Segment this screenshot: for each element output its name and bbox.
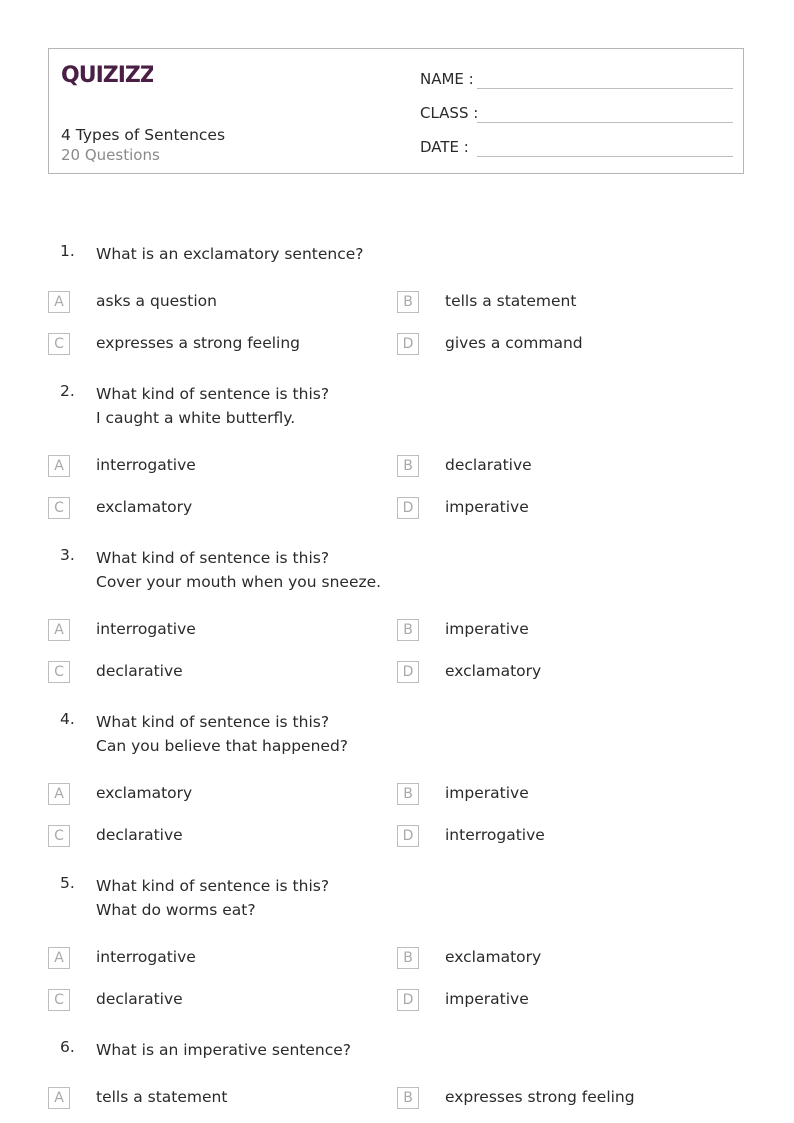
question-text (96, 1038, 351, 1062)
answer-option-a[interactable] (48, 947, 388, 971)
answer-option-b[interactable] (397, 947, 737, 971)
answer-option-d[interactable] (397, 497, 737, 521)
answer-option-b[interactable] (397, 1087, 737, 1111)
answer-option-c[interactable] (48, 989, 388, 1013)
option-letter-box[interactable]: C (48, 989, 70, 1011)
answer-option-a[interactable] (48, 291, 388, 315)
answer-option-d[interactable] (397, 989, 737, 1013)
answer-option-d[interactable] (397, 661, 737, 685)
question-text (96, 710, 348, 758)
option-text: imperative (445, 784, 529, 802)
option-text: gives a command (445, 334, 583, 352)
option-text: exclamatory (445, 948, 542, 966)
class-label: CLASS : (420, 104, 479, 122)
date-label: DATE : (420, 138, 469, 156)
option-letter-box[interactable]: C (48, 497, 70, 519)
option-text: declarative (96, 662, 183, 680)
option-text: expresses a strong feeling (96, 334, 301, 352)
question-text (96, 874, 329, 922)
answer-option-b[interactable] (397, 291, 737, 315)
option-text: exclamatory (96, 498, 193, 516)
option-text: interrogative (96, 456, 196, 474)
option-letter-box[interactable]: A (48, 783, 70, 805)
option-letter-box[interactable]: A (48, 947, 70, 969)
option-letter-box[interactable]: C (48, 825, 70, 847)
question-prompt: What is an imperative sentence? (96, 1041, 352, 1059)
option-text: imperative (445, 498, 529, 516)
answer-option-a[interactable] (48, 1087, 388, 1111)
question-number: 3. (60, 546, 75, 564)
question-number: 1. (60, 242, 75, 260)
question-sentence: Cover your mouth when you sneeze. (96, 573, 382, 591)
question-prompt: What kind of sentence is this? (96, 549, 330, 567)
option-letter-box[interactable]: D (397, 333, 419, 355)
option-text: declarative (96, 990, 183, 1008)
answer-option-a[interactable] (48, 619, 388, 643)
worksheet-header (48, 48, 744, 174)
question-text (96, 242, 364, 266)
option-letter-box[interactable]: D (397, 989, 419, 1011)
option-letter-box[interactable]: A (48, 291, 70, 313)
option-text: declarative (96, 826, 183, 844)
option-letter-box[interactable]: B (397, 783, 419, 805)
option-letter-box[interactable]: B (397, 455, 419, 477)
option-text: imperative (445, 990, 529, 1008)
option-text: imperative (445, 620, 529, 638)
answer-option-c[interactable] (48, 333, 388, 357)
question-prompt: What is an exclamatory sentence? (96, 245, 364, 263)
question-sentence: I caught a white butterfly. (96, 409, 296, 427)
logo-mark (61, 60, 153, 88)
option-letter-box[interactable]: D (397, 497, 419, 519)
option-text: tells a statement (96, 1088, 228, 1106)
worksheet-title: 4 Types of Sentences (61, 126, 226, 144)
answer-option-d[interactable] (397, 825, 737, 849)
option-text: asks a question (96, 292, 217, 310)
question-number: 2. (60, 382, 75, 400)
question-text (96, 382, 329, 430)
option-letter-box[interactable]: B (397, 947, 419, 969)
answer-option-b[interactable] (397, 783, 737, 807)
question-prompt: What kind of sentence is this? (96, 877, 330, 895)
option-text: interrogative (445, 826, 545, 844)
option-text: exclamatory (96, 784, 193, 802)
option-letter-box[interactable]: B (397, 619, 419, 641)
question-prompt: What kind of sentence is this? (96, 713, 330, 731)
question-sentence: Can you believe that happened? (96, 737, 349, 755)
option-text: interrogative (96, 948, 196, 966)
option-letter-box[interactable]: B (397, 1087, 419, 1109)
question-number: 5. (60, 874, 75, 892)
class-line[interactable] (477, 122, 733, 123)
answer-option-b[interactable] (397, 619, 737, 643)
question-sentence: What do worms eat? (96, 901, 256, 919)
option-letter-box[interactable]: A (48, 1087, 70, 1109)
option-letter-box[interactable]: A (48, 455, 70, 477)
answer-option-a[interactable] (48, 783, 388, 807)
option-text: exclamatory (445, 662, 542, 680)
option-text: interrogative (96, 620, 196, 638)
option-text: declarative (445, 456, 532, 474)
question-count: 20 Questions (61, 146, 160, 164)
option-text: expresses strong feeling (445, 1088, 635, 1106)
option-letter-box[interactable]: D (397, 661, 419, 683)
svg-text:QUIZIZZ: QUIZIZZ (61, 63, 153, 88)
answer-option-c[interactable] (48, 661, 388, 685)
question-text (96, 546, 381, 594)
name-line[interactable] (477, 88, 733, 89)
answer-option-a[interactable] (48, 455, 388, 479)
answer-option-d[interactable] (397, 333, 737, 357)
answer-option-c[interactable] (48, 497, 388, 521)
option-letter-box[interactable]: A (48, 619, 70, 641)
answer-option-c[interactable] (48, 825, 388, 849)
quizizz-logo (61, 60, 153, 92)
question-prompt: What kind of sentence is this? (96, 385, 330, 403)
question-number: 6. (60, 1038, 75, 1056)
option-letter-box[interactable]: D (397, 825, 419, 847)
date-line[interactable] (477, 156, 733, 157)
name-label: NAME : (420, 70, 474, 88)
option-letter-box[interactable]: B (397, 291, 419, 313)
option-text: tells a statement (445, 292, 577, 310)
option-letter-box[interactable]: C (48, 661, 70, 683)
question-number: 4. (60, 710, 75, 728)
answer-option-b[interactable] (397, 455, 737, 479)
option-letter-box[interactable]: C (48, 333, 70, 355)
